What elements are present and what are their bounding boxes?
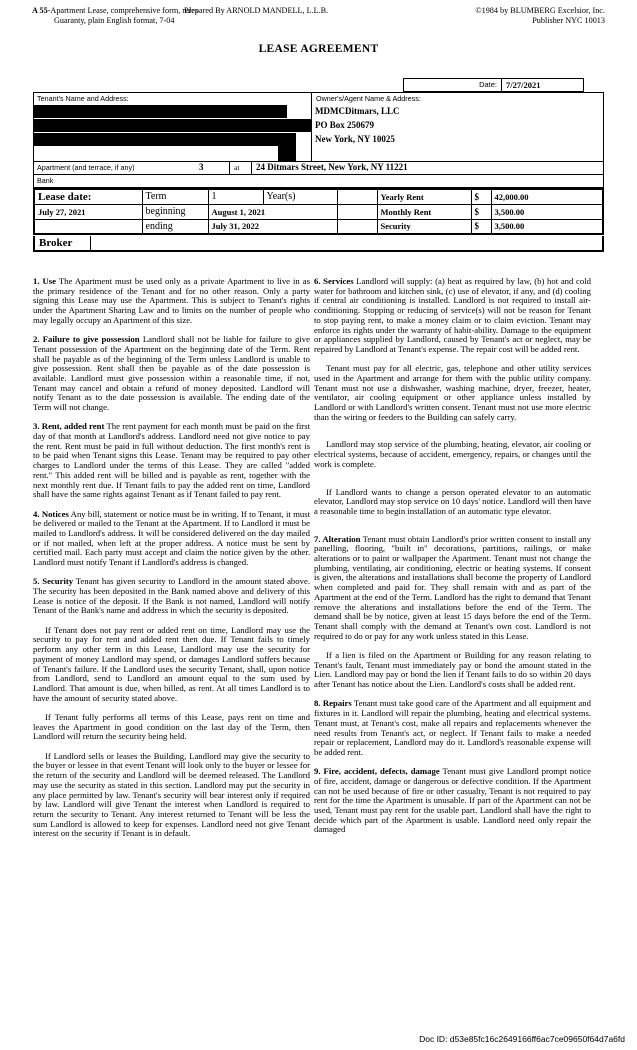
clause-8-title: 8. Repairs — [314, 698, 352, 709]
clause-5-paragraph-4: If Landlord sells or leases the Building, Landlord may give the security to the buyer or lessee in that event Tenant will look only to the buyer or lessee for the return of the security and Landlord will be deemed released. The Landlord may use the security as stated in this section. Landlord may put the security in any place permitted by law. Tenant's security will bear interest only if required by law. Landlord will give Tenant the interest when Landlord is required to return the security to Tenant. Any interest returned to Tenant will be less the sum Landlord is allowed to keep for expenses. Landlord need not give Tenant interest on the security if Tenant is in default. — [33, 750, 310, 839]
clause-6 — [314, 277, 591, 355]
apartment-number: 3 — [199, 162, 204, 172]
redacted-block-4 — [263, 119, 311, 132]
date-value: 7/27/2021 — [506, 80, 541, 90]
clause-2-text: Landlord shall not be liable for failure to give Tenant possession of the Apartment on the beginning date of the Term. Rent shall be payable as of the beginning of the Term unless Landlord is unable to give possession. Rent shall then be payable as of the date possession is available. Landlord must give possession within a reasonable time, if not, Tenant may cancel and obtain a refund of money deposited. Landlord will notify Tenant as to the date possession is available. The ending date of the Term will not change. — [33, 334, 310, 413]
clause-9-title: 9. Fire, accident, defects, damage — [314, 766, 440, 777]
apartment-row — [33, 161, 604, 175]
parties-divider — [311, 93, 312, 161]
broker-divider — [90, 236, 91, 250]
clause-6-text: Landlord will supply: (a) heat as required by law, (b) hot and cold water for bathroom and kitchen sink, (c) use of elevator, if any, and (d) cooling if central air conditioning is installed. Landlord is not required to install air-conditioning. Stopping or reducing of service(s) will not be reason for Tenant to stop paying rent, to make a money claim or to claim eviction. Tenant may enforce its rights under the warranty of habit-ability. Damage to the equipment or appliances supplied by Landlord, caused by Tenant's act or neglect, may be repaired by Landlord at Tenant's expense. The repair cost will be added rent. — [314, 276, 591, 354]
publisher: Publisher NYC 10013 — [532, 15, 605, 25]
term-label: Term — [142, 189, 208, 204]
redacted-block-1 — [34, 105, 287, 118]
clause-7-title: 7. Alteration — [314, 533, 361, 544]
clause-5 — [33, 577, 310, 616]
landlord-label: Owner's/Agent Name & Address: — [316, 94, 421, 103]
clause-5-text: Tenant has given security to Landlord in the amount stated above. The security has been deposited in the Bank named above and delivery of this Lease is notice of the deposit. If the Bank is not named, Landlord will notify Tenant of the Bank's name and address in which the security is deposited. — [33, 576, 310, 616]
clause-9 — [314, 767, 591, 835]
lease-clauses — [33, 277, 604, 1017]
clause-5-title: 5. Security — [33, 576, 74, 587]
clause-4-title: 4. Notices — [33, 508, 69, 519]
clause-2-title: 2. Failure to give possession — [33, 334, 140, 345]
ending-label: ending — [142, 219, 208, 234]
term-unit: Year(s) — [263, 189, 337, 204]
terms-empty-cell-4 — [337, 219, 377, 234]
terms-empty-cell-2 — [337, 204, 377, 219]
clause-6-paragraph-2: Tenant must pay for all electric, gas, telephone and other utility services used in the Apartment and arrange for them with the public utility company. Tenant must not use a dishwasher, washing machine, dryer, freezer, heater, ventilator, air cooling equipment or other appliance unless installed by Landlord or with Landlord's written consent. Tenant must not use more electric than the wiring or feeders to the Building can safely carry. — [314, 363, 591, 422]
security-value: 3,500.00 — [491, 219, 603, 234]
document-id: Doc ID: d53e85fc16c2649166ff6ac7ce09650f64d7a6fd — [419, 1034, 625, 1044]
beginning-label: beginning — [142, 204, 208, 219]
terms-row-1 — [34, 189, 603, 204]
security-currency: $ — [471, 219, 491, 234]
clauses-left-column — [33, 277, 310, 849]
yearly-rent-currency: $ — [471, 189, 491, 204]
form-desc-line-1: -Apartment Lease, comprehensive form, rules — [47, 6, 199, 15]
clause-6-title: 6. Services — [314, 276, 354, 286]
date-box — [403, 78, 584, 92]
clause-5-paragraph-2: If Tenant does not pay rent or added rent on time, Landlord may use the security to pay for rent and added rent then due. If Tenant fails to timely perform any other term in this Lease, Landlord may use the security for payment of money Landlord may spend, or damages Landlord suffers because of Tenant's failure. If the Landlord uses the security Tenant, shall, upon notice from Landlord, send to Landlord an amount equal to the sum used by Landlord. That amount is due, when billed, as rent. At all times Landlord is to have the amount of security stated above. — [33, 624, 310, 703]
term-value: 1 — [208, 189, 263, 204]
lease-terms-table — [33, 188, 604, 235]
clause-3 — [33, 422, 310, 500]
landlord-po-box: PO Box 250679 — [315, 120, 375, 130]
landlord-city: New York, NY 10025 — [315, 134, 395, 144]
broker-label: Broker — [39, 237, 73, 249]
apartment-at-label: at — [229, 161, 251, 174]
clause-7-paragraph-2: If a lien is filed on the Apartment or Building for any reason relating to Tenant's fault, Tenant must immediately pay or bond the amount stated in the Lien. Landlord may pay or bond the lien if Tenant fails to do so within 20 days after Tenant has notice about the Lien. Landlord's costs shall be added rent. — [314, 649, 591, 690]
clause-7 — [314, 535, 591, 642]
publisher-info — [475, 6, 605, 25]
redacted-block-5 — [278, 146, 296, 161]
bank-row — [33, 175, 604, 188]
clause-9-text: Tenant must give Landlord prompt notice of fire, accident, damage or dangerous or defective condition. If the Apartment can not be used because of fire or other casualty, Tenant is not required to pay rent for the time the Apartment is unusable. If part of the Apartment can not be used, Tenant must pay rent for the usable part. Landlord shall have the right to decide which part of the Apartment is usable. Landlord need only repair the damaged — [314, 766, 591, 835]
landlord-name: MDMCDitmars, LLC — [315, 106, 400, 116]
document-title: LEASE AGREEMENT — [258, 43, 379, 55]
copyright: ©1984 by BLUMBERG Excelsior, Inc. — [475, 6, 605, 15]
prepared-by: Prepared By ARNOLD MANDELL, L.L.B. — [184, 6, 329, 15]
parties-box — [33, 92, 604, 162]
yearly-rent-value: 42,000.00 — [491, 189, 603, 204]
redacted-block-2 — [34, 119, 264, 132]
terms-empty-cell-3 — [34, 219, 142, 234]
clause-1 — [33, 277, 310, 326]
monthly-rent-currency: $ — [471, 204, 491, 219]
clause-4-text: Any bill, statement or notice must be in writing. If to Tenant, it must be delivered or mailed to the Tenant at the Apartment. If to Landlord it must be mailed to Landlord's address. It will be considered delivered on the day mailed or if not mailed, when left at the proper address. A notice must be sent by certified mail. Each party must accept and claim the notice given by the other. Landlord must notify Tenant if Landlord's address is changed. — [33, 508, 310, 568]
form-description — [32, 6, 198, 25]
lease-date-label: Lease date: — [34, 189, 142, 204]
redacted-block-3 — [34, 133, 296, 146]
clause-5-paragraph-3: If Tenant fully performs all terms of this Lease, pays rent on time and leaves the Apartment in good condition on the last day of the Term, then Landlord will return the security being held. — [33, 711, 310, 742]
terms-row-2 — [34, 204, 603, 219]
clause-3-title: 3. Rent, added rent — [33, 421, 105, 432]
monthly-rent-label: Monthly Rent — [377, 204, 471, 219]
clause-1-text: The Apartment must be used only as a private Apartment to live in as the primary residence of the Tenant and for no other reason. Only a party signing this Lease may use the Apartment. This is subject to Tenant's rights under the Apartment Sharing Law and to limits on the number of people who may legally occupy an Apartment of this size. — [33, 276, 310, 325]
clause-3-text: The rent payment for each month must be paid on the first day of that month at Landlord's address. Landlord need not give notice to pay the rent. Rent must be paid in full without deduction. The first month's rent is to be paid when Tenant signs this Lease. Tenant may be required to pay other charges to Landlord under the terms of this Lease. They are called "added rent." This added rent will be billed and is payable as rent, together with the next monthly rent due. If Tenant fails to pay the added rent on time, Landlord shall have the same rights against Tenant as if Tenant failed to pay rent. — [33, 421, 310, 500]
security-label: Security — [377, 219, 471, 234]
bank-label: Bank — [37, 176, 54, 185]
form-header — [32, 6, 605, 44]
clause-7-text: Tenant must obtain Landlord's prior written consent to install any panelling, flooring, "built in" decorations, partitions, railings, or make alterations or to paint or wallpaper the Apartment. Tenant must not change the plumbing, ventilating, air conditioning, electric or heating systems. If consent is given, the alterations and installations shall become the property of Landlord when completed and paid for. They shall remain with and as part of the Apartment at the end of the Term. Landlord has the right to demand that Tenant remove the alterations and installations before the end of the Term. The demand shall be by notice, given at least 15 days before the end of the Term. Tenant shall comply with the demand at Tenant's own cost. Landlord is not required to do or pay for any work unless stated in this Lease. — [314, 533, 592, 641]
ending-value: July 31, 2022 — [208, 219, 337, 234]
clause-6-paragraph-3: Landlord may stop service of the plumbing, heating, elevator, air cooling or electrical systems, because of accident, emergency, repairs, or changes until the work is complete. — [314, 439, 591, 469]
lease-date-value: July 27, 2021 — [34, 204, 142, 219]
date-label: Date: — [404, 79, 502, 91]
monthly-rent-value: 3,500.00 — [491, 204, 603, 219]
clause-1-title: 1. Use — [33, 276, 57, 286]
tenant-label: Tenant's Name and Address: — [37, 94, 129, 103]
clause-8-text: Tenant must take good care of the Apartment and all equipment and fixtures in it. Landlord will repair the plumbing, heating and electrical systems. Tenant must, at Tenant's cost, make all repairs and replacements whenever the need results from Tenant's act, or neglect. If Tenant fails to make a needed repair or replacement, Landlord may do it. Landlord's reasonable expense will be added rent. — [314, 698, 591, 757]
form-desc-line-2: Guaranty, plain English format, 7-04 — [54, 15, 175, 25]
clause-6-paragraph-4: If Landlord wants to change a person operated elevator to an automatic elevator, Landlord may stop service on 10 days' notice. Landlord will then have a reasonable time to begin installation of an automatic type elevator. — [314, 486, 591, 516]
beginning-value: August 1, 2021 — [208, 204, 337, 219]
clause-4 — [33, 510, 310, 568]
yearly-rent-label: Yearly Rent — [377, 189, 471, 204]
terms-empty-cell-1 — [337, 189, 377, 204]
clause-2 — [33, 335, 310, 413]
clauses-right-column — [314, 277, 591, 845]
clause-8 — [314, 699, 591, 757]
apartment-address: 24 Ditmars Street, New York, NY 11221 — [251, 161, 408, 174]
terms-row-3 — [34, 219, 603, 234]
form-code: A 55 — [32, 6, 48, 15]
broker-row — [33, 236, 604, 252]
apartment-label: Apartment (and terrace, if any) — [37, 163, 135, 172]
